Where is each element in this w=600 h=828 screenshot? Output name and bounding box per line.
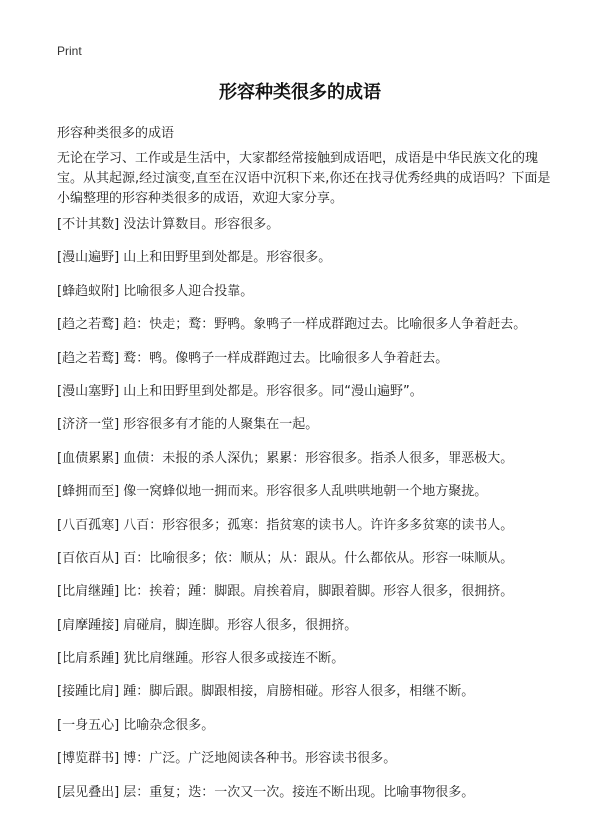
list-item: [百依百从] 百：比喻很多；依：顺从；从：跟从。什么都依从。形容一味顺从。	[57, 550, 514, 566]
list-item: [漫山遍野] 山上和田野里到处都是。形容很多。	[57, 250, 332, 266]
page-title: 形容种类很多的成语	[219, 82, 381, 103]
list-item: [博览群书] 博：广泛。广泛地阅读各种书。形容读书很多。	[57, 751, 397, 767]
print-link[interactable]: Print	[57, 44, 82, 58]
intro-paragraph: 无论在学习、工作或是生活中，大家都经常接触到成语吧，成语是中华民族文化的瑰宝。从其起源,经过演变,直至在汉语中沉积下来,你还在找寻优秀经典的成语吗？下面是小编整理的形容种类很多的成语，欢迎大家分享。	[57, 151, 551, 206]
list-item: [比肩系踵] 犹比肩继踵。形容人很多或接连不断。	[57, 651, 345, 667]
list-item: [趋之若鹜] 趋：快走；鹜：野鸭。象鸭子一样成群跑过去。比喻很多人争着赶去。	[57, 317, 527, 333]
list-item: [不计其数] 没法计算数目。形容很多。	[57, 217, 280, 232]
list-item: [接踵比肩] 踵：脚后跟。脚跟相接，肩膀相碰。形容人很多，相继不断。	[57, 684, 475, 700]
list-item: [蜂趋蚁附] 比喻很多人迎合投靠。	[57, 283, 254, 299]
list-item: [层见叠出] 层：重复；迭：一次又一次。接连不断出现。比喻事物很多。	[57, 784, 475, 800]
list-item: [八百孤寒] 八百：形容很多；孤寒：指贫寒的读书人。许许多多贫寒的读书人。	[57, 517, 514, 533]
idiom-list	[57, 217, 567, 818]
list-item: [趋之若鹜] 鹜：鸭。像鸭子一样成群跑过去。比喻很多人争着赶去。	[57, 350, 449, 366]
list-item: [比肩继踵] 比：挨着；踵：脚跟。肩挨着肩，脚跟着脚。形容人很多，很拥挤。	[57, 584, 514, 600]
list-item: [漫山塞野] 山上和田野里到处都是。形容很多。同“漫山遍野”。	[57, 383, 423, 399]
list-item: [一身五心] 比喻杂念很多。	[57, 717, 215, 733]
list-item: [血债累累] 血债：未报的杀人深仇；累累：形容很多。指杀人很多，罪恶极大。	[57, 450, 514, 466]
list-item: [济济一堂] 形容很多有才能的人聚集在一起。	[57, 417, 319, 433]
list-item: [肩摩踵接] 肩碰肩，脚连脚。形容人很多，很拥挤。	[57, 617, 358, 633]
article-subtitle: 形容种类很多的成语	[57, 126, 175, 141]
list-item: [蜂拥而至] 像一窝蜂似地一拥而来。形容很多人乱哄哄地朝一个地方聚拢。	[57, 484, 488, 500]
